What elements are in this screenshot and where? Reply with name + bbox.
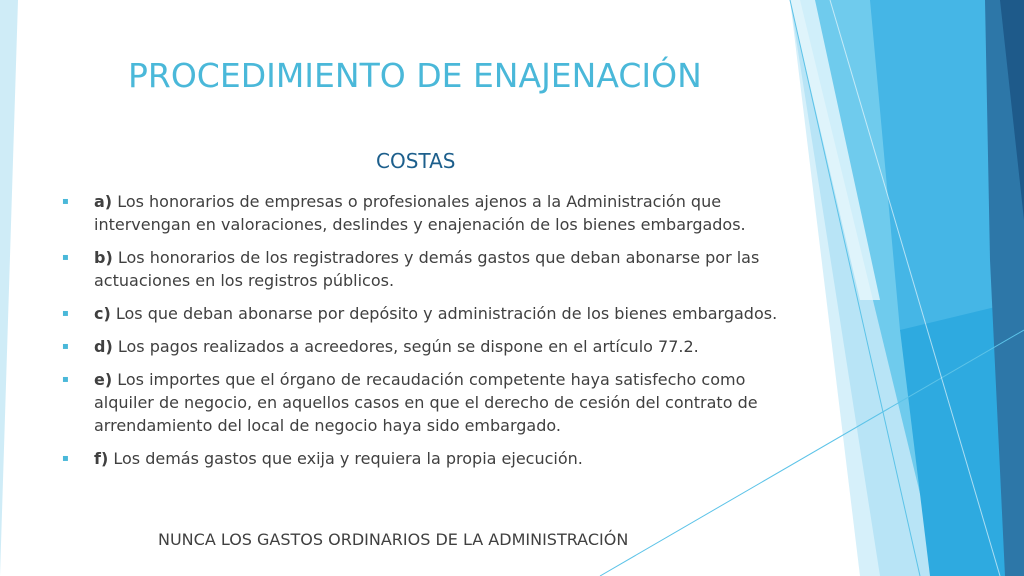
list-item	[60, 190, 780, 236]
bullet-letter: e)	[94, 370, 113, 389]
bullet-list	[60, 190, 780, 480]
bullet-letter: b)	[94, 248, 113, 267]
slide-subtitle: COSTAS	[376, 149, 456, 173]
bullet-letter: d)	[94, 337, 113, 356]
bullet-text: Los importes que el órgano de recaudación competente haya satisfecho como alquiler de negocio, en aquellos casos en que el derecho de cesión del contrato de arrendamiento del local de negocio haya sido embargado.	[94, 370, 758, 435]
bullet-letter: a)	[94, 192, 113, 211]
bullet-text: Los demás gastos que exija y requiera la propia ejecución.	[108, 449, 583, 468]
list-item	[60, 246, 780, 292]
left-edge-wedge	[0, 0, 18, 576]
list-item	[60, 368, 780, 437]
bullet-text: Los pagos realizados a acreedores, según se dispone en el artículo 77.2.	[112, 337, 699, 356]
list-item	[60, 447, 780, 470]
bullet-square-icon: ▪	[62, 196, 69, 207]
bullet-text: Los que deban abonarse por depósito y administración de los bienes embargados.	[110, 304, 778, 323]
bullet-square-icon: ▪	[62, 374, 69, 385]
bullet-square-icon: ▪	[62, 252, 69, 263]
footer-note: NUNCA LOS GASTOS ORDINARIOS DE LA ADMINISTRACIÓN	[158, 530, 629, 549]
slide-title: PROCEDIMIENTO DE ENAJENACIÓN	[128, 56, 702, 95]
list-item	[60, 302, 780, 325]
bullet-square-icon: ▪	[62, 453, 69, 464]
bullet-text: Los honorarios de empresas o profesionales ajenos a la Administración que intervengan en valoraciones, deslindes y enajenación de los bienes embargados.	[94, 192, 746, 234]
list-item	[60, 335, 780, 358]
bullet-square-icon: ▪	[62, 308, 69, 319]
bullet-square-icon: ▪	[62, 341, 69, 352]
bullet-text: Los honorarios de los registradores y demás gastos que deban abonarse por las actuaciones en los registros públicos.	[94, 248, 760, 290]
bullet-letter: c)	[94, 304, 111, 323]
bullet-letter: f)	[94, 449, 109, 468]
